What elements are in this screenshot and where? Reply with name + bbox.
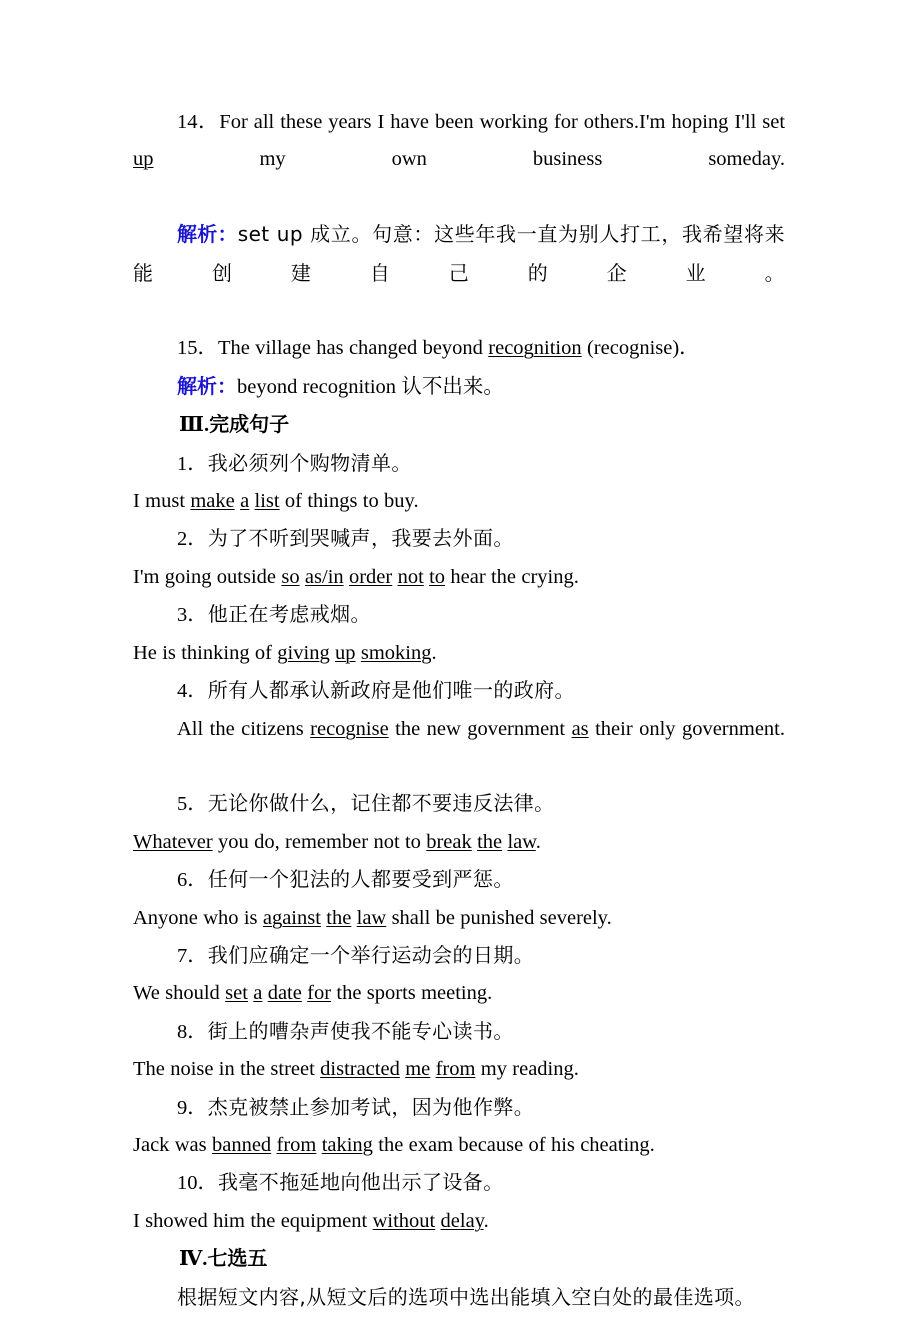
analysis-item-15 xyxy=(133,368,785,406)
prompt-cn-9-text: 杰克被禁止参加考试，因为他作弊。 xyxy=(207,1094,535,1119)
item-14-text-before: For all these years I have been working for others.I'm hoping I'll set xyxy=(219,111,786,133)
answer-en-7 xyxy=(133,975,785,1012)
answer-blank: from xyxy=(276,1133,317,1156)
seg: their only government. xyxy=(588,717,785,740)
prompt-cn-5 xyxy=(133,785,785,823)
item-15-text-before: The village has changed beyond xyxy=(218,337,489,360)
answer-en-6 xyxy=(133,900,785,937)
item-number-14: 14． xyxy=(177,111,220,133)
prompt-cn-1-text: 我必须列个购物清单。 xyxy=(207,450,412,475)
prompt-number-6: 6． xyxy=(177,869,208,892)
document-page xyxy=(133,104,785,1317)
answer-en-4 xyxy=(133,711,785,786)
seg: . xyxy=(483,1209,489,1232)
seg: All the citizens xyxy=(177,717,311,740)
section-4-title: 七选五 xyxy=(207,1246,268,1271)
prompt-number-9: 9． xyxy=(177,1096,208,1119)
answer-blank: up xyxy=(335,641,356,664)
answer-blank: not xyxy=(397,565,424,588)
prompt-cn-10 xyxy=(133,1164,785,1202)
answer-blank: order xyxy=(348,565,393,588)
answer-blank: against xyxy=(262,906,321,929)
section-4-roman: Ⅳ. xyxy=(179,1248,208,1271)
answer-blank: break xyxy=(426,830,472,853)
answer-blank: the xyxy=(326,906,352,929)
prompt-cn-1 xyxy=(133,445,785,483)
seg: We should xyxy=(133,982,226,1005)
seg: I'm going outside xyxy=(133,565,282,588)
item-number-15: 15． xyxy=(177,337,218,360)
answer-blank: from xyxy=(435,1058,476,1081)
answer-item-14 xyxy=(133,104,785,216)
answer-blank: banned xyxy=(211,1133,272,1156)
answer-en-3 xyxy=(133,635,785,672)
analysis-item-14 xyxy=(133,216,785,330)
answer-blank: law xyxy=(507,830,536,853)
prompt-cn-9 xyxy=(133,1089,785,1127)
prompt-cn-6 xyxy=(133,861,785,899)
answer-blank: without xyxy=(372,1209,436,1232)
prompt-number-1: 1． xyxy=(177,452,208,475)
seg: you do, remember not to xyxy=(212,830,427,853)
item-15-answer: recognition xyxy=(488,337,582,360)
seg: . xyxy=(431,641,437,664)
answer-blank: a xyxy=(240,490,250,513)
seg: hear the crying. xyxy=(445,565,579,588)
analysis-label: 解析： xyxy=(177,222,238,247)
prompt-cn-4 xyxy=(133,672,785,710)
answer-blank: as xyxy=(571,717,589,740)
answer-blank: the xyxy=(477,830,503,853)
section-3-roman: Ⅲ. xyxy=(179,414,210,437)
answer-en-8 xyxy=(133,1051,785,1088)
answer-blank: a xyxy=(253,982,263,1005)
prompt-cn-4-text: 所有人都承认新政府是他们唯一的政府。 xyxy=(207,678,575,703)
answer-item-15 xyxy=(133,330,785,367)
prompt-cn-3-text: 他正在考虑戒烟。 xyxy=(207,602,371,627)
seg: I showed him the equipment xyxy=(133,1209,373,1232)
seg: my reading. xyxy=(475,1058,579,1081)
prompt-cn-2-text: 为了不听到哭喊声，我要去外面。 xyxy=(207,526,514,551)
section-heading-4 xyxy=(133,1240,785,1278)
answer-en-10 xyxy=(133,1203,785,1240)
seg: the exam because of his cheating. xyxy=(372,1133,655,1156)
answer-blank: make xyxy=(190,490,235,513)
prompt-cn-7 xyxy=(133,937,785,975)
seg: Anyone who is xyxy=(133,906,263,929)
seg: of things to buy. xyxy=(279,490,419,513)
prompt-number-2: 2． xyxy=(177,528,208,551)
analysis-item-15-text: beyond recognition 认不出来。 xyxy=(237,375,504,398)
item-14-answer: up xyxy=(133,148,154,171)
section-4-instruction xyxy=(133,1279,785,1317)
item-14-text-after: my own business someday. xyxy=(153,148,785,171)
prompt-cn-8 xyxy=(133,1013,785,1051)
answer-blank: smoking xyxy=(360,641,432,664)
answer-blank: taking xyxy=(321,1133,373,1156)
seg: Jack was xyxy=(133,1133,212,1156)
answer-blank: recognise xyxy=(310,717,389,740)
answer-blank: so xyxy=(281,565,300,588)
prompt-number-4: 4． xyxy=(177,680,208,703)
answer-blank: date xyxy=(267,982,302,1005)
answer-blank: set xyxy=(225,982,248,1005)
prompt-number-7: 7． xyxy=(177,944,208,967)
answer-en-9 xyxy=(133,1127,785,1164)
seg: The noise in the street xyxy=(133,1058,321,1081)
answer-blank: delay xyxy=(440,1209,484,1232)
seg: shall be punished severely. xyxy=(386,906,612,929)
answer-blank: distracted xyxy=(320,1058,400,1081)
prompt-cn-7-text: 我们应确定一个举行运动会的日期。 xyxy=(207,942,535,967)
prompt-number-5: 5． xyxy=(177,793,208,816)
prompt-cn-5-text: 无论你做什么，记住都不要违反法律。 xyxy=(207,791,555,816)
seg: the new government xyxy=(388,717,572,740)
answer-blank: to xyxy=(429,565,446,588)
analysis-label: 解析： xyxy=(177,373,237,398)
answer-en-2 xyxy=(133,559,785,596)
answer-blank: for xyxy=(307,982,332,1005)
prompt-number-3: 3． xyxy=(177,604,208,627)
prompt-cn-10-text: 我毫不拖延地向他出示了设备。 xyxy=(218,1170,504,1195)
prompt-number-10: 10． xyxy=(177,1172,218,1195)
answer-en-5 xyxy=(133,824,785,861)
seg: the sports meeting. xyxy=(331,982,493,1005)
section-3-title: 完成句子 xyxy=(209,412,290,437)
seg: . xyxy=(535,830,541,853)
prompt-cn-3 xyxy=(133,596,785,634)
item-15-text-after: (recognise)． xyxy=(581,337,700,360)
answer-blank: law xyxy=(356,906,387,929)
seg: He is thinking of xyxy=(133,641,278,664)
seg: I must xyxy=(133,490,191,513)
answer-en-1 xyxy=(133,483,785,520)
prompt-cn-6-text: 任何一个犯法的人都要受到严惩。 xyxy=(207,867,514,892)
prompt-number-8: 8． xyxy=(177,1020,208,1043)
section-4-instruction-text: 根据短文内容,从短文后的选项中选出能填入空白处的最佳选项。 xyxy=(177,1284,755,1309)
section-heading-3 xyxy=(133,406,785,444)
answer-blank: list xyxy=(254,490,280,513)
answer-blank: as/in xyxy=(304,565,344,588)
analysis-item-14-text: set up 成立。句意：这些年我一直为别人打工，我希望将来能创建自己的企业。 xyxy=(133,222,785,285)
answer-blank: me xyxy=(405,1058,431,1081)
answer-blank: Whatever xyxy=(133,830,213,853)
prompt-cn-8-text: 街上的嘈杂声使我不能专心读书。 xyxy=(207,1018,514,1043)
answer-blank: giving xyxy=(277,641,330,664)
prompt-cn-2 xyxy=(133,520,785,558)
